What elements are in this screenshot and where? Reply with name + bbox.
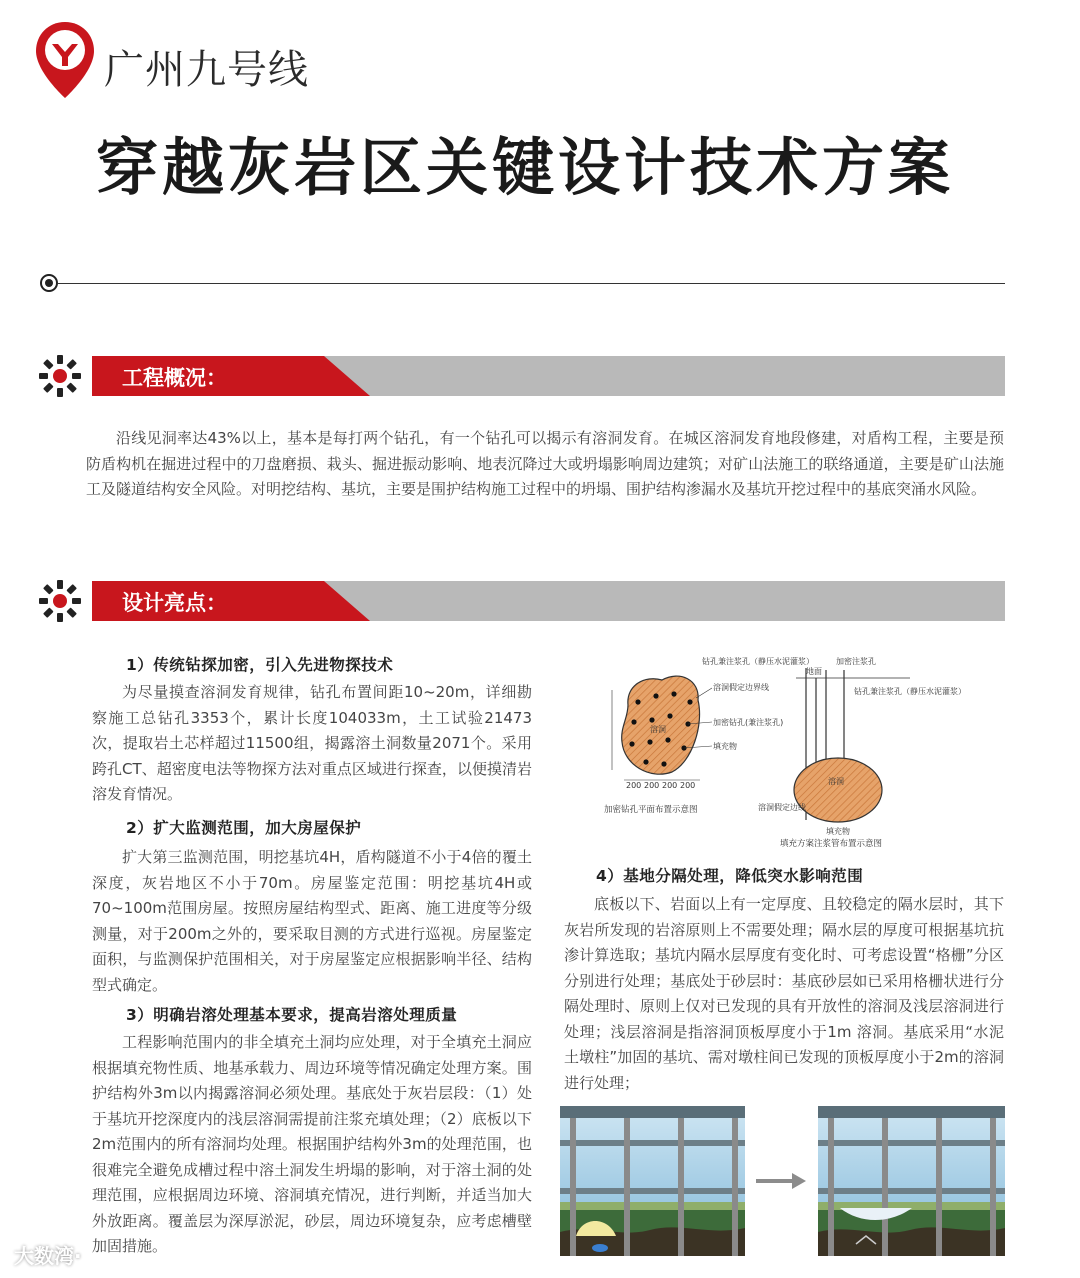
diagram-a-dim-1: 200: [626, 781, 642, 790]
overview-paragraph: [86, 426, 1004, 503]
section-ring-icon: [38, 579, 82, 623]
diagram-b-label-filler: 填充物: [826, 827, 850, 836]
paragraph-2-text: 扩大第三监测范围，明挖基坑4H，盾构隧道不小于4倍的覆土深度，灰岩地区不小于70m。房屋鉴定范围：明挖基坑4H或70~100m范围房屋。按照房屋结构型式、距离、施工进度等分级测量，对于200m之外的，要采取目测的方式进行巡视。房屋鉴定面积，与监测保护范围相关，对于房屋鉴定应根据影响半径、结构型式确定。: [92, 848, 532, 994]
after-panel: [818, 1106, 1005, 1256]
paragraph-1-text: 为尽量摸查溶洞发育规律，钻孔布置间距10~20m，详细勘察施工总钻孔3353个，累计长度104033m，土工试验21473次，提取岩土芯样超过11500组，揭露溶土洞数量2071个。采用跨孔CT、超密度电法等物探方法对重点区域进行探查，以便摸清岩溶发育情况。: [92, 683, 532, 803]
watermark: 大数湾·: [14, 1244, 82, 1268]
drilling-layout-diagram: [600, 650, 966, 850]
subheading-1: 1）传统钻探加密，引入先进物探技术: [126, 656, 394, 674]
diagram-a-dim-2: 200: [644, 781, 660, 790]
subheading-2: 2）扩大监测范围，加大房屋保护: [126, 819, 362, 837]
section-banner-overview: [92, 356, 1005, 396]
page-title: 穿越灰岩区关键设计技术方案: [96, 131, 955, 204]
paragraph-4: [564, 892, 1004, 1096]
overview-text: 沿线见洞率达43%以上，基本是每打两个钻孔，有一个钻孔可以揭示有溶洞发育。在城区溶洞发育地段修建，对盾构工程，主要是预防盾构机在掘进过程中的刀盘磨损、栽头、掘进振动影响、地表沉降过大或坍塌影响周边建筑；对矿山法施工的联络通道，主要是矿山法施工及隧道结构安全风险。对明挖结构、基坑，主要是围护结构施工过程中的坍塌、围护结构渗漏水及基坑开挖过程中的基底突涌水风险。: [86, 429, 1004, 498]
metro-logo-icon: [34, 20, 96, 100]
section-title-overview: 工程概况：: [122, 366, 227, 390]
diagram-b-label-boundary: 溶洞假定边线: [758, 803, 806, 812]
section-ring-icon: [38, 354, 82, 398]
diagram-b-caption: 填充方案注浆管布置示意图: [780, 839, 883, 849]
diagram-a-label-boreholes: 加密钻孔(兼注浆孔): [713, 718, 784, 727]
divider-line: [58, 283, 1005, 284]
diagram-a-label-filler: 填充物: [713, 742, 737, 751]
paragraph-4-text: 底板以下、岩面以上有一定厚度、且较稳定的隔水层时，其下灰岩所发现的岩溶原则上不需要处理；隔水层的厚度可根据基坑抗渗计算选取；基坑内隔水层厚度有变化时、可考虑设置“格栅”分区分别进行处理；基底处于砂层时：基底砂层如已采用格栅状进行分隔处理时、原则上仅对已发现的具有开放性的溶洞及浅层溶洞进行处理；浅层溶洞是指溶洞顶板厚度小于1m 溶洞。基底采用“水泥土墩柱”加固的基坑、需对墩柱间已发现的顶板厚度小于2m的溶洞进行处理；: [564, 895, 1004, 1092]
brand-name: 广州九号线: [104, 47, 309, 93]
section-title-highlights: 设计亮点：: [122, 591, 227, 615]
diagram-b-label-grout-hole-top: 钻孔兼注浆孔（静压水泥灌浆）: [702, 657, 814, 666]
diagram-a-cave-label: 溶洞: [650, 725, 666, 734]
diagram-b-cave-label: 溶洞: [828, 777, 844, 786]
foundation-treatment-illustration: [560, 1106, 1005, 1256]
diagram-a-label-boundary: 溶洞假定边界线: [713, 683, 769, 692]
paragraph-3-text: 工程影响范围内的非全填充土洞均应处理，对于全填充土洞应根据填充物性质、地基承载力、周边环境等情况确定处理方案。围护结构外3m以内揭露溶洞必须处理。基底处于灰岩层段：（1）处于基坑开挖深度内的浅层溶洞需提前注浆充填处理；（2）底板以下2m范围内的所有溶洞均处理。根据围护结构外3m的处理范围，也很难完全避免成槽过程中溶土洞发生坍塌的影响，对于溶土洞的处理范围，应根据周边环境、溶洞填充情况，进行判断，并适当加大外放距离。覆盖层为深厚淤泥，砂层，周边环境复杂，应考虑槽壁加固措施。: [92, 1033, 532, 1255]
divider-dot-icon: [40, 274, 58, 292]
diagram-b-label-grout-hole: 钻孔兼注浆孔（静压水泥灌浆）: [854, 687, 966, 696]
subheading-4: 4）基地分隔处理，降低突水影响范围: [596, 867, 864, 885]
diagram-a-dim-4: 200: [680, 781, 696, 790]
diagram-a-dim-3: 200: [662, 781, 678, 790]
before-panel: [560, 1106, 745, 1256]
paragraph-1: [92, 680, 532, 808]
paragraph-2: [92, 845, 532, 998]
diagram-b-label-ground: 地面: [806, 667, 822, 676]
cave-section-shape: [794, 758, 882, 822]
diagram-b-label-dense-hole: 加密注浆孔: [836, 657, 876, 666]
arrow-right-icon: [792, 1173, 806, 1189]
diagram-a-caption: 加密钻孔平面布置示意图: [604, 805, 698, 815]
section-banner-highlights: [92, 581, 1005, 621]
subheading-3: 3）明确岩溶处理基本要求，提高岩溶处理质量: [126, 1006, 458, 1024]
paragraph-3: [92, 1030, 532, 1260]
